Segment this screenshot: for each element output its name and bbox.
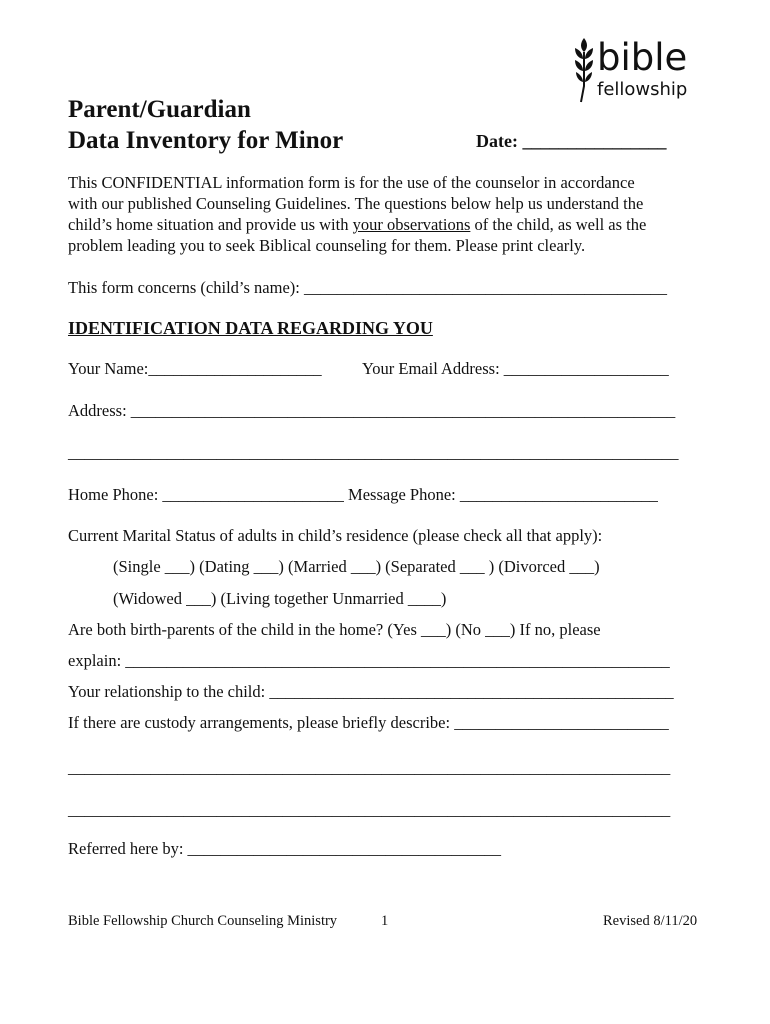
child-name-field[interactable]: This form concerns (child’s name): ____________________________________________ xyxy=(68,278,667,297)
page-title xyxy=(68,94,343,156)
intro-paragraph xyxy=(68,172,646,256)
custody-field[interactable]: If there are custody arrangements, please briefly describe: __________________________ xyxy=(68,713,669,732)
intro-line-1: This CONFIDENTIAL information form is for the use of the counselor in accordance xyxy=(68,173,635,192)
intro-emphasis: your observations xyxy=(352,215,471,234)
title-line-2: Data Inventory for Minor xyxy=(68,127,344,154)
intro-line-3 xyxy=(68,214,646,235)
title-line-1: Parent/Guardian xyxy=(68,96,251,123)
referred-by-field[interactable]: Referred here by: ______________________________________ xyxy=(68,839,502,858)
marital-options-row-1[interactable]: (Single ___) (Dating ___) (Married ___) (Separated ___ ) (Divorced ___) xyxy=(113,557,600,576)
section-heading: IDENTIFICATION DATA REGARDING YOU xyxy=(68,318,433,338)
phone-fields[interactable]: Home Phone: ______________________ Message Phone: ________________________ xyxy=(68,485,658,504)
date-blank[interactable]: ________________ xyxy=(522,131,667,151)
date-field[interactable] xyxy=(476,131,666,152)
custody-line-3[interactable]: _________________________________________________________________________ xyxy=(68,800,671,819)
custody-line-2[interactable]: _________________________________________________________________________ xyxy=(68,758,671,777)
email-field[interactable]: Your Email Address: ____________________ xyxy=(362,359,669,378)
footer-revised: Revised 8/11/20 xyxy=(603,913,698,929)
page-number: 1 xyxy=(381,913,389,929)
marital-status-prompt: Current Marital Status of adults in child’s residence (please check all that apply): xyxy=(68,526,603,545)
birth-parents-question[interactable]: Are both birth-parents of the child in the home? (Yes ___) (No ___) If no, please xyxy=(68,620,601,639)
address-field[interactable]: Address: __________________________________________________________________ xyxy=(68,401,676,420)
marital-options-row-2[interactable]: (Widowed ___) (Living together Unmarried ____) xyxy=(113,589,447,608)
relationship-field[interactable]: Your relationship to the child: _________________________________________________ xyxy=(68,682,674,701)
logo-word-fellowship: fellowship xyxy=(597,79,688,100)
intro-line-2: with our published Counseling Guidelines. The questions below help us understand the xyxy=(68,194,644,213)
wheat-stalk-icon xyxy=(570,36,598,106)
intro-line-4: problem leading you to seek Biblical counseling for them. Please print clearly. xyxy=(68,236,586,255)
your-name-field[interactable]: Your Name:_____________________ xyxy=(68,359,322,378)
date-label: Date: xyxy=(476,131,518,151)
explain-field[interactable]: explain: __________________________________________________________________ xyxy=(68,651,670,670)
intro-line-3-b: of the child, as well as the xyxy=(470,215,647,234)
intro-line-3-a: child’s home situation and provide us with xyxy=(68,215,353,234)
logo-word-bible: bible xyxy=(597,36,688,79)
footer-left: Bible Fellowship Church Counseling Ministry xyxy=(68,913,338,929)
address-line-2[interactable]: __________________________________________________________________________ xyxy=(68,443,679,462)
logo xyxy=(570,36,695,106)
